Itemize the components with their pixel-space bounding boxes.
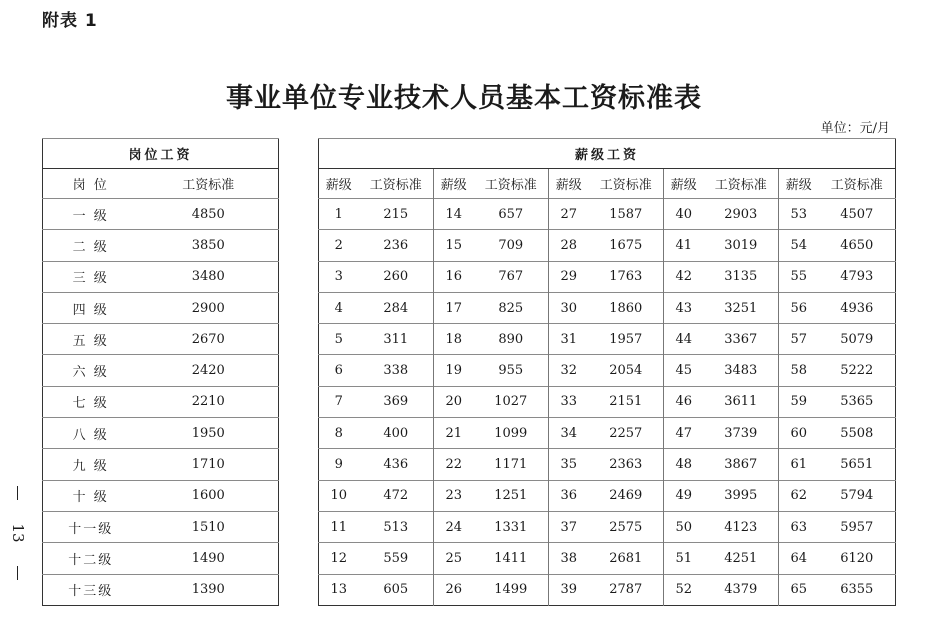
page-dash-bottom: [17, 566, 18, 580]
grade-cell: 32: [549, 355, 589, 386]
grade-standard-cell: 1331: [474, 511, 549, 542]
grade-cell: 37: [549, 511, 589, 542]
grade-standard-cell: 284: [359, 292, 434, 323]
grade-standard-cell: 2681: [589, 543, 664, 574]
grade-standard-cell: 215: [359, 199, 434, 230]
post-table-row: [43, 261, 279, 292]
grade-cell: 15: [434, 230, 474, 261]
grade-cell: 50: [664, 511, 704, 542]
salary-table-header: 薪级工资: [319, 139, 896, 169]
grade-cell: 2: [319, 230, 359, 261]
salary-table-column-row: [319, 169, 896, 199]
page-number-block: [0, 486, 36, 582]
grade-cell: 54: [779, 230, 819, 261]
col-grade-standard-header: 工资标准: [589, 169, 664, 199]
post-position-cell: 六 级: [43, 355, 139, 386]
post-salary-table: [42, 138, 279, 606]
grade-cell: 26: [434, 574, 474, 605]
grade-cell: 44: [664, 324, 704, 355]
post-table-header: 岗位工资: [43, 139, 279, 169]
post-position-cell: 三 级: [43, 261, 139, 292]
post-table-row: [43, 480, 279, 511]
grade-standard-cell: 2054: [589, 355, 664, 386]
grade-cell: 41: [664, 230, 704, 261]
grade-standard-cell: 513: [359, 511, 434, 542]
grade-standard-cell: 4793: [819, 261, 896, 292]
grade-standard-cell: 2151: [589, 386, 664, 417]
col-grade-standard-header: 工资标准: [704, 169, 779, 199]
grade-cell: 39: [549, 574, 589, 605]
col-position-header: 岗 位: [43, 169, 139, 199]
grade-cell: 6: [319, 355, 359, 386]
grade-cell: 22: [434, 449, 474, 480]
grade-cell: 17: [434, 292, 474, 323]
grade-standard-cell: 4379: [704, 574, 779, 605]
grade-standard-cell: 890: [474, 324, 549, 355]
post-standard-cell: 3480: [139, 261, 279, 292]
grade-standard-cell: 2363: [589, 449, 664, 480]
grade-cell: 13: [319, 574, 359, 605]
grade-cell: 5: [319, 324, 359, 355]
grade-cell: 47: [664, 418, 704, 449]
grade-standard-cell: 1251: [474, 480, 549, 511]
grade-cell: 18: [434, 324, 474, 355]
grade-standard-cell: 2257: [589, 418, 664, 449]
post-position-cell: 十一级: [43, 511, 139, 542]
grade-standard-cell: 2575: [589, 511, 664, 542]
grade-standard-cell: 5651: [819, 449, 896, 480]
grade-standard-cell: 6355: [819, 574, 896, 605]
post-table-row: [43, 511, 279, 542]
grade-cell: 16: [434, 261, 474, 292]
post-position-cell: 十三级: [43, 574, 139, 605]
post-standard-cell: 3850: [139, 230, 279, 261]
grade-cell: 57: [779, 324, 819, 355]
grade-cell: 25: [434, 543, 474, 574]
post-table-row: [43, 355, 279, 386]
grade-standard-cell: 5508: [819, 418, 896, 449]
grade-cell: 62: [779, 480, 819, 511]
grade-standard-cell: 605: [359, 574, 434, 605]
grade-cell: 7: [319, 386, 359, 417]
post-position-cell: 四 级: [43, 292, 139, 323]
grade-cell: 61: [779, 449, 819, 480]
post-standard-cell: 1710: [139, 449, 279, 480]
salary-table-row: [319, 261, 896, 292]
grade-cell: 35: [549, 449, 589, 480]
grade-cell: 28: [549, 230, 589, 261]
grade-standard-cell: 5365: [819, 386, 896, 417]
grade-cell: 9: [319, 449, 359, 480]
grade-standard-cell: 709: [474, 230, 549, 261]
grade-standard-cell: 338: [359, 355, 434, 386]
col-grade-header: 薪级: [434, 169, 474, 199]
grade-standard-cell: 3867: [704, 449, 779, 480]
grade-cell: 21: [434, 418, 474, 449]
grade-cell: 58: [779, 355, 819, 386]
grade-cell: 63: [779, 511, 819, 542]
grade-cell: 4: [319, 292, 359, 323]
grade-cell: 51: [664, 543, 704, 574]
grade-cell: 38: [549, 543, 589, 574]
grade-cell: 43: [664, 292, 704, 323]
grade-standard-cell: 2469: [589, 480, 664, 511]
salary-table-row: [319, 230, 896, 261]
post-table-header-row: [43, 139, 279, 169]
post-standard-cell: 4850: [139, 199, 279, 230]
grade-cell: 53: [779, 199, 819, 230]
grade-cell: 14: [434, 199, 474, 230]
grade-standard-cell: 3367: [704, 324, 779, 355]
col-grade-header: 薪级: [779, 169, 819, 199]
grade-cell: 1: [319, 199, 359, 230]
grade-cell: 48: [664, 449, 704, 480]
col-grade-standard-header: 工资标准: [474, 169, 549, 199]
post-position-cell: 二 级: [43, 230, 139, 261]
grade-standard-cell: 1763: [589, 261, 664, 292]
grade-cell: 24: [434, 511, 474, 542]
salary-table-row: [319, 449, 896, 480]
grade-cell: 49: [664, 480, 704, 511]
post-position-cell: 五 级: [43, 324, 139, 355]
grade-standard-cell: 5222: [819, 355, 896, 386]
grade-cell: 56: [779, 292, 819, 323]
grade-standard-cell: 369: [359, 386, 434, 417]
grade-standard-cell: 5794: [819, 480, 896, 511]
grade-cell: 42: [664, 261, 704, 292]
post-table-row: [43, 543, 279, 574]
grade-standard-cell: 825: [474, 292, 549, 323]
grade-standard-cell: 2903: [704, 199, 779, 230]
grade-standard-cell: 4251: [704, 543, 779, 574]
post-table-row: [43, 449, 279, 480]
page-dash-top: [17, 486, 18, 500]
page-title: 事业单位专业技术人员基本工资标准表: [226, 83, 702, 114]
grade-cell: 40: [664, 199, 704, 230]
col-grade-header: 薪级: [319, 169, 359, 199]
grade-standard-cell: 472: [359, 480, 434, 511]
grade-standard-cell: 436: [359, 449, 434, 480]
page-number: 13: [9, 523, 27, 543]
grade-standard-cell: 5079: [819, 324, 896, 355]
post-table-row: [43, 574, 279, 605]
grade-cell: 19: [434, 355, 474, 386]
col-grade-standard-header: 工资标准: [359, 169, 434, 199]
grade-standard-cell: 6120: [819, 543, 896, 574]
grade-cell: 27: [549, 199, 589, 230]
grade-cell: 23: [434, 480, 474, 511]
post-table-row: [43, 292, 279, 323]
col-standard-header: 工资标准: [139, 169, 279, 199]
grade-standard-cell: 3135: [704, 261, 779, 292]
post-standard-cell: 1510: [139, 511, 279, 542]
post-table-row: [43, 418, 279, 449]
grade-standard-cell: 1171: [474, 449, 549, 480]
grade-cell: 20: [434, 386, 474, 417]
grade-standard-cell: 4123: [704, 511, 779, 542]
post-table-row: [43, 230, 279, 261]
grade-cell: 31: [549, 324, 589, 355]
grade-cell: 52: [664, 574, 704, 605]
post-standard-cell: 1950: [139, 418, 279, 449]
grade-standard-cell: 1675: [589, 230, 664, 261]
salary-table-header-row: [319, 139, 896, 169]
grade-standard-cell: 5957: [819, 511, 896, 542]
grade-standard-cell: 767: [474, 261, 549, 292]
grade-standard-cell: 1860: [589, 292, 664, 323]
grade-standard-cell: 4936: [819, 292, 896, 323]
grade-cell: 60: [779, 418, 819, 449]
col-grade-standard-header: 工资标准: [819, 169, 896, 199]
grade-standard-cell: 400: [359, 418, 434, 449]
grade-standard-cell: 3019: [704, 230, 779, 261]
post-table-row: [43, 386, 279, 417]
grade-cell: 55: [779, 261, 819, 292]
grade-cell: 45: [664, 355, 704, 386]
grade-cell: 34: [549, 418, 589, 449]
grade-standard-cell: 1587: [589, 199, 664, 230]
post-standard-cell: 1490: [139, 543, 279, 574]
post-standard-cell: 2210: [139, 386, 279, 417]
post-standard-cell: 1390: [139, 574, 279, 605]
grade-cell: 30: [549, 292, 589, 323]
grade-standard-cell: 4507: [819, 199, 896, 230]
grade-standard-cell: 3483: [704, 355, 779, 386]
grade-standard-cell: 311: [359, 324, 434, 355]
grade-standard-cell: 236: [359, 230, 434, 261]
grade-standard-cell: 955: [474, 355, 549, 386]
grade-standard-cell: 4650: [819, 230, 896, 261]
grade-standard-cell: 559: [359, 543, 434, 574]
post-standard-cell: 2900: [139, 292, 279, 323]
post-position-cell: 十二级: [43, 543, 139, 574]
unit-note: 单位：元/月: [820, 121, 890, 136]
post-table-row: [43, 199, 279, 230]
grade-cell: 64: [779, 543, 819, 574]
salary-table-row: [319, 543, 896, 574]
grade-standard-cell: 1027: [474, 386, 549, 417]
grade-cell: 36: [549, 480, 589, 511]
grade-standard-cell: 1957: [589, 324, 664, 355]
salary-table-row: [319, 292, 896, 323]
grade-cell: 46: [664, 386, 704, 417]
grade-cell: 3: [319, 261, 359, 292]
grade-cell: 59: [779, 386, 819, 417]
post-position-cell: 一 级: [43, 199, 139, 230]
grade-cell: 10: [319, 480, 359, 511]
grade-standard-cell: 1499: [474, 574, 549, 605]
post-table-row: [43, 324, 279, 355]
post-position-cell: 十 级: [43, 480, 139, 511]
grade-cell: 11: [319, 511, 359, 542]
grade-cell: 65: [779, 574, 819, 605]
grade-cell: 33: [549, 386, 589, 417]
post-table-column-row: [43, 169, 279, 199]
grade-cell: 12: [319, 543, 359, 574]
grade-standard-cell: 657: [474, 199, 549, 230]
col-grade-header: 薪级: [664, 169, 704, 199]
post-standard-cell: 2670: [139, 324, 279, 355]
grade-standard-cell: 260: [359, 261, 434, 292]
grade-standard-cell: 1411: [474, 543, 549, 574]
col-grade-header: 薪级: [549, 169, 589, 199]
post-position-cell: 九 级: [43, 449, 139, 480]
post-standard-cell: 1600: [139, 480, 279, 511]
post-position-cell: 七 级: [43, 386, 139, 417]
salary-table-row: [319, 355, 896, 386]
grade-standard-cell: 3995: [704, 480, 779, 511]
grade-standard-cell: 3739: [704, 418, 779, 449]
grade-standard-cell: 2787: [589, 574, 664, 605]
grade-standard-cell: 3611: [704, 386, 779, 417]
salary-table-row: [319, 511, 896, 542]
salary-table-row: [319, 324, 896, 355]
grade-salary-table: [318, 138, 896, 606]
grade-standard-cell: 1099: [474, 418, 549, 449]
post-position-cell: 八 级: [43, 418, 139, 449]
post-standard-cell: 2420: [139, 355, 279, 386]
salary-table-row: [319, 386, 896, 417]
grade-cell: 29: [549, 261, 589, 292]
salary-table-row: [319, 480, 896, 511]
attachment-label: 附表 1: [42, 11, 98, 31]
salary-table-row: [319, 418, 896, 449]
grade-standard-cell: 3251: [704, 292, 779, 323]
grade-cell: 8: [319, 418, 359, 449]
salary-table-row: [319, 199, 896, 230]
salary-table-row: [319, 574, 896, 605]
